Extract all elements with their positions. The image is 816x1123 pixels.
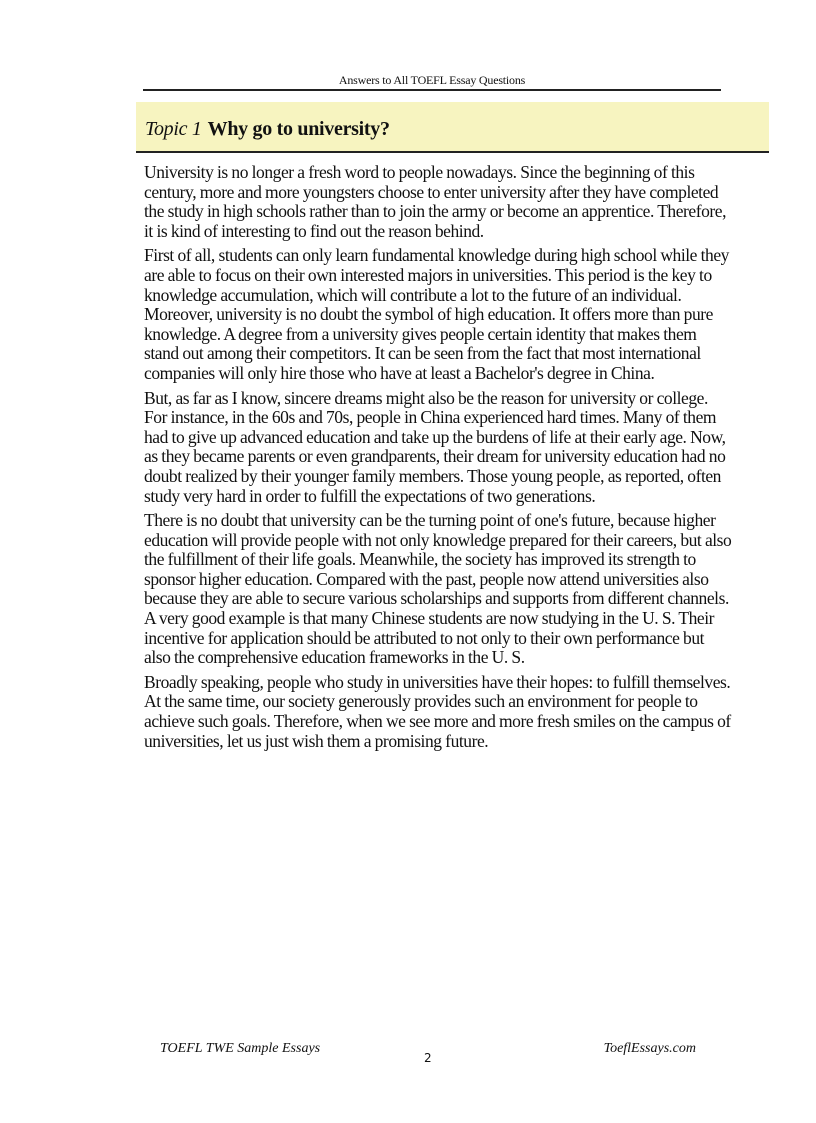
topic-heading [145,117,390,141]
essay-paragraph-3: But, as far as I know, sincere dreams might also be the reason for university or college. For instance, in the 60s and 70s, people in China experienced hard times. Many of them had to give up advanced education and take up the burdens of life at their early age. Now, as they became parents or even grandparents, their dream for university education had no doubt realized by their younger family members. Those young people, as reported, often study very hard in order to fulfill the expectations of two generations. [144,387,726,506]
essay-paragraph-4: There is no doubt that university can be the turning point of one's future, because higher education will provide people with not only knowledge prepared for their careers, but also the fulfillment of their life goals. Meanwhile, the society has improved its strength to sponsor higher education. Compared with the past, people now attend universities also because they are able to secure various scholarships and supports from different channels. A very good example is that many Chinese students are now studying in the U. S. Their incentive for application should be attributed to not only to their own performance but also the comprehensive education frameworks in the U. S. [144,510,732,668]
topic-label: Topic 1 [145,118,202,140]
running-header: Answers to All TOEFL Essay Questions [338,73,526,87]
topic-title: Why go to university? [207,118,390,140]
page-number: 2 [424,1051,432,1065]
essay-paragraph-5: Broadly speaking, people who study in universities have their hopes: to fulfill themselves. At the same time, our society generously provides such an environment for people to achieve such goals. Therefore, when we see more and more fresh smiles on the campus of universities, let us just wish them a promising future. [144,671,731,751]
footer-publication-title: TOEFL TWE Sample Essays [160,1041,321,1056]
essay-paragraph-1: University is no longer a fresh word to people nowadays. Since the beginning of this century, more and more youngsters choose to enter university after they have completed the study in high schools rather than to join the army or become an apprentice. Therefore, it is kind of interesting to find out the reason behind. [144,162,727,241]
footer-website: ToeflEssays.com [603,1041,696,1056]
header-rule [143,89,721,91]
essay-paragraph-2: First of all, students can only learn fundamental knowledge during high school while they are able to focus on their own interested majors in universities. This period is the key to knowledge accumulation, which will contribute a lot to the future of an individual. Moreover, university is no doubt the symbol of high education. It offers more than pure knowledge. A degree from a university gives people certain identity that makes them stand out among their competitors. It can be seen from the fact that most international companies will only hire those who have at least a Bachelor's degree in China. [144,245,729,383]
topic-banner [136,102,769,153]
essay-body [144,163,734,756]
